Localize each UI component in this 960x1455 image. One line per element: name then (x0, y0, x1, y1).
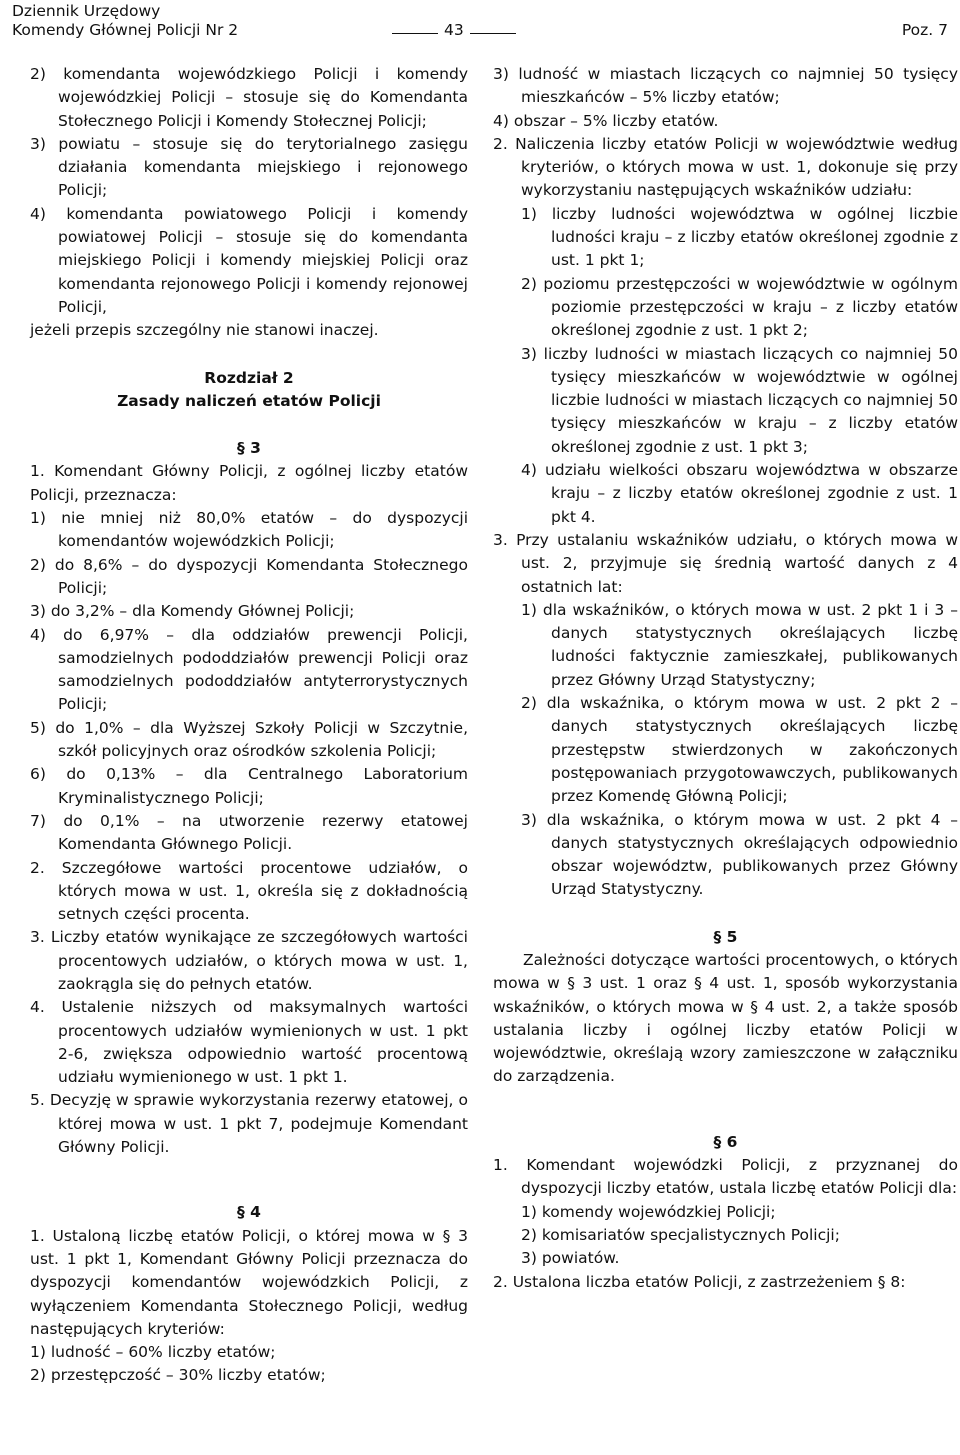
list-item: 3) powiatu – stosuje się do terytorialnego zasięgu działania komendanta miejskiego i rejonowego Policji; (30, 134, 468, 200)
chapter-subtitle: Zasady naliczeń etatów Policji (117, 391, 381, 410)
list-item: 1) komendy wojewódzkiej Policji; (521, 1202, 776, 1221)
list-item: 4) obszar – 5% liczby etatów. (493, 111, 719, 130)
page-header (0, 0, 960, 46)
paragraph: 2. Naliczenia liczby etatów Policji w województwie według kryteriów, o których mowa w ust. 1, dokonuje się przy wykorzystaniu następujących wskaźników udziału: (493, 134, 958, 200)
journal-title: Dziennik Urzędowy (12, 2, 161, 20)
section-heading: § 5 (713, 927, 738, 946)
left-column (30, 63, 468, 1388)
paragraph: 3. Liczby etatów wynikające ze szczegółowych wartości procentowych udziałów, o których mowa w ust. 1, zaokrągla się do pełnych etatów. (30, 928, 468, 993)
list-item: 2) przestępczość – 30% liczby etatów; (30, 1366, 326, 1385)
list-item: 7) do 0,1% – na utworzenie rezerwy etatowej Komendanta Głównego Policji. (30, 811, 468, 854)
list-item: 1) ludność – 60% liczby etatów; (30, 1343, 276, 1362)
paragraph: 5. Decyzję w sprawie wykorzystania rezerwy etatowej, o której mowa w ust. 1 pkt 7, podejmuje Komendant Główny Policji. (30, 1091, 468, 1157)
paragraph: 3. Przy ustalaniu wskaźników udziału, o których mowa w ust. 2, przyjmuje się średnią wartość danych z 4 ostatnich lat: (493, 530, 958, 596)
list-item: 3) do 3,2% – dla Komendy Głównej Policji; (30, 602, 355, 621)
list-item: 3) powiatów. (521, 1249, 620, 1268)
list-item: 3) liczby ludności w miastach liczących co najmniej 50 tysięcy mieszkańców w województwie w ogólnej liczbie ludności w miastach liczących co najmniej 50 tysięcy mieszkańców w kraju – z liczby etatów określonej zgodnie z ust. 1 pkt 3; (521, 344, 958, 456)
list-item: 2) dla wskaźnika, o którym mowa w ust. 2 pkt 2 – danych statystycznych określających liczbę przestępstw stwierdzonych w zakończonych postępowaniach przygotowawczych, publikowanych przez Komendę Główną Policji; (521, 694, 958, 806)
sub-list (493, 599, 958, 902)
list-item: 3) dla wskaźnika, o którym mowa w ust. 2 pkt 4 – danych statystycznych określających odpowiednio obszar województw, publikowanych przez Główny Urząd Statystyczny. (521, 810, 958, 899)
paragraph: 4. Ustalenie niższych od maksymalnych wartości procentowych udziałów wymienionych w ust. 1 pkt 2-6, zwiększa odpowiednio wartość procentową udziału wymienionego w ust. 1 pkt 1. (30, 998, 468, 1087)
section-heading: § 3 (237, 439, 261, 458)
list-item: 2) poziomu przestępczości w województwie w ogólnym poziomie przestępczości w kraju – z liczby etatów określonej zgodnie z ust. 1 pkt 2; (521, 274, 958, 340)
list-item: 4) udziału wielkości obszaru województwa w obszarze kraju – z liczby etatów określonej zgodnie z ust. 1 pkt 4. (521, 461, 958, 526)
journal-issue: Komendy Głównej Policji Nr 2 (12, 21, 239, 39)
list-item: 5) do 1,0% – dla Wyższej Szkoły Policji w Szczytnie, szkół policyjnych oraz ośrodków szkolenia Policji; (30, 718, 468, 761)
paragraph: 2. Szczegółowe wartości procentowe udziałów, o których mowa w ust. 1, określa się z dokładnością setnych części procenta. (30, 858, 468, 924)
page-number: 43 (444, 21, 464, 39)
position-number: Poz. 7 (901, 21, 948, 39)
list-item: 1) liczby ludności województwa w ogólnej liczbie ludności kraju – z liczby etatów określonej zgodnie z ust. 1 pkt 1; (521, 204, 958, 270)
chapter-title: Rozdział 2 (204, 368, 294, 387)
paragraph: 1. Komendant wojewódzki Policji, z przyznanej do dyspozycji liczby etatów, ustala liczbę etatów Policji dla: (493, 1156, 958, 1198)
list-item: 4) do 6,97% – dla oddziałów prewencji Policji, samodzielnych pododdziałów prewencji Policji oraz samodzielnych pododdziałów antyterrorystycznych Policji; (30, 625, 468, 714)
list-item: 3) ludność w miastach liczących co najmniej 50 tysięcy mieszkańców – 5% liczby etatów; (493, 65, 958, 107)
list-item: 1) dla wskaźników, o których mowa w ust. 2 pkt 1 i 3 – danych statystycznych określających liczbę ludności faktycznie zamieszkałej, publikowanych przez Główny Urząd Statystyczny; (521, 600, 958, 689)
list-item: 4) komendanta powiatowego Policji i komendy powiatowej Policji – stosuje się do komendanta miejskiego Policji i komendy miejskiej Policji oraz komendanta rejonowego Policji i komendy rejonowej Policji, (30, 204, 468, 316)
right-column (493, 63, 958, 1294)
list-item: 2) do 8,6% – do dyspozycji Komendanta Stołecznego Policji; (30, 555, 468, 597)
list-item: 1) nie mniej niż 80,0% etatów – do dyspozycji komendantów wojewódzkich Policji; (30, 509, 468, 551)
paragraph: Zależności dotyczące wartości procentowych, o których mowa w § 3 ust. 1 oraz § 4 ust. 1, sposób wykorzystania wskaźników, o których mowa w § 4 ust. 2, a także sposób ustalania liczby i ogólnej liczby etatów Policji w województwie, określają wzory zamieszczone w załączniku do zarządzenia. (493, 950, 958, 1086)
paragraph: 1. Komendant Główny Policji, z ogólnej liczby etatów Policji, przeznacza: (30, 462, 468, 504)
closing-clause: jeżeli przepis szczególny nie stanowi inaczej. (30, 321, 379, 340)
section-heading: § 6 (713, 1132, 738, 1151)
paragraph: 2. Ustalona liczba etatów Policji, z zastrzeżeniem § 8: (493, 1272, 906, 1291)
section-heading: § 4 (237, 1203, 261, 1222)
list-item: 2) komisariatów specjalistycznych Policji; (521, 1225, 840, 1244)
list-item: 6) do 0,13% – dla Centralnego Laboratorium Kryminalistycznego Policji; (30, 765, 468, 807)
sub-list (493, 203, 958, 529)
list-item: 2) komendanta wojewódzkiego Policji i komendy wojewódzkiej Policji – stosuje się do Komendanta Stołecznego Policji i Komendy Stołecznej Policji; (30, 65, 468, 130)
paragraph: 1. Ustaloną liczbę etatów Policji, o której mowa w § 3 ust. 1 pkt 1, Komendant Główny Policji przeznacza do dyspozycji komendantów wojewódzkich Policji, z wyłączeniem Komendanta Stołecznego Policji, według następujących kryteriów: (30, 1226, 468, 1338)
